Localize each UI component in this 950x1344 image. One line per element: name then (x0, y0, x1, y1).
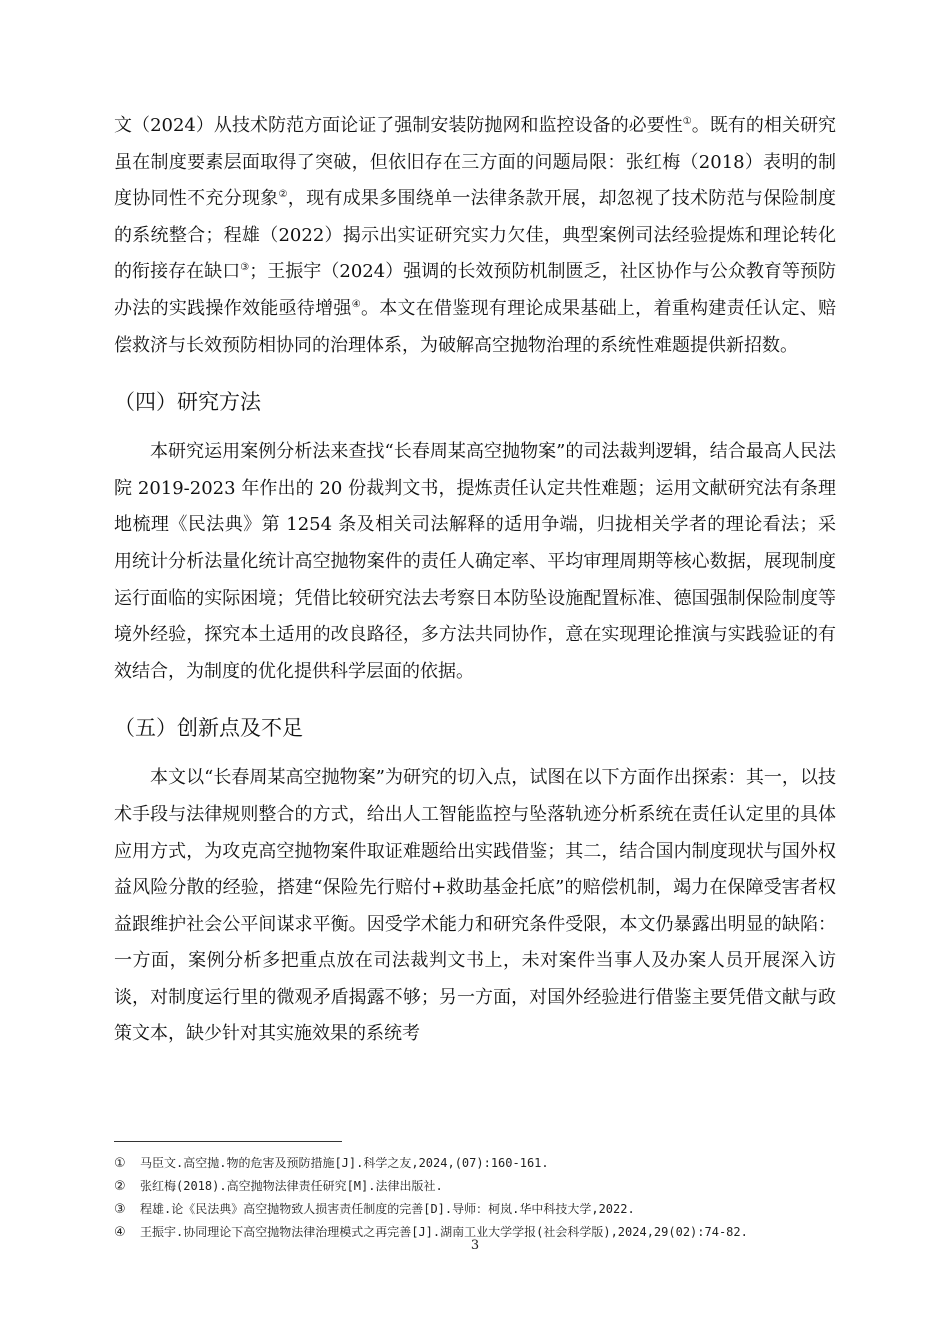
section-heading-research-methods: （四）研究方法 (114, 390, 261, 415)
page-number: 3 (470, 1238, 480, 1253)
text-run: ；王振宇（2024）强调的长效预防机制匮乏，社区协作与公众教育等预防办法的实践操作效能亟待增强 (114, 261, 837, 319)
footnotes (114, 1152, 854, 1244)
footnote-ref-3[interactable]: ③ (240, 262, 250, 274)
body-text (114, 108, 836, 1053)
paragraph-innovations: 本文以“长春周某高空抛物案”为研究的切入点，试图在以下方面作出探索：其一，以技术手段与法律规则整合的方式，给出人工智能监控与坠落轨迹分析系统在责任认定里的具体应用方式，为攻克高空抛物案件取证难题给出实践借鉴；其二，结合国内制度现状与国外权益风险分散的经验，搭建“保险先行赔付+救助基金托底”的赔偿机制，竭力在保障受害者权益跟维护社会公平间谋求平衡。因受学术能力和研究条件受限，本文仍暴露出明显的缺陷：一方面，案例分析多把重点放在司法裁判文书上，未对案件当事人及办案人员开展深入访谈，对制度运行里的微观矛盾揭露不够；另一方面，对国外经验进行借鉴主要凭借文献与政策文本，缺少针对其实施效果的系统考 (114, 767, 836, 1045)
footnote-mark: ④ (114, 1225, 126, 1240)
footnote-item (114, 1152, 854, 1175)
footnote-ref-2[interactable]: ② (278, 189, 288, 201)
paragraph-continuation (114, 108, 836, 364)
footnote-ref-1[interactable]: ① (682, 116, 692, 127)
section-heading-innovations: （五）创新点及不足 (114, 716, 303, 741)
text-run: 。本文在借鉴现有理论成果基础上，着重构建责任认定、赔偿救济与长效预防相协同的治理体系，为破解高空抛物治理的系统性难题提供新招数。 (114, 297, 837, 356)
footnote-separator (114, 1141, 342, 1142)
footnote-ref-4[interactable]: ④ (351, 298, 361, 310)
footnote-mark: ① (114, 1156, 126, 1171)
footnote-text: 王振宇.协同理论下高空抛物法律治理模式之再完善[J].湖南工业大学学报(社会科学版),2024,29(02):74-82. (140, 1225, 748, 1239)
footnote-mark: ③ (114, 1202, 126, 1217)
footnote-text: 马臣文.高空抛.物的危害及预防措施[J].科学之友,2024,(07):160-161. (140, 1156, 549, 1170)
footnote-text: 张红梅(2018).高空抛物法律责任研究[M].法律出版社. (140, 1179, 443, 1193)
footnote-text: 程雄.论《民法典》高空抛物致人损害责任制度的完善[D].导师：柯岚.华中科技大学,2022. (140, 1202, 635, 1216)
footnote-mark: ② (114, 1179, 126, 1194)
text-run: 。既有的相关研究虽在制度要素层面取得了突破，但依旧存在三方面的问题局限：张红梅（2018）表明的制度协同性不充分现象 (114, 115, 837, 210)
text-run: 文（2024）从技术防范方面论证了强制安装防抛网和监控设备的必要性 (114, 115, 683, 136)
text-run: ，现有成果多围绕单一法律条款开展，却忽视了技术防范与保险制度的系统整合；程雄（2022）揭示出实证研究实力欠佳，典型案例司法经验提炼和理论转化的衔接存在缺口 (114, 188, 836, 283)
paragraph-research-methods: 本研究运用案例分析法来查找“长春周某高空抛物案”的司法裁判逻辑，结合最高人民法院 2019-2023 年作出的 20 份裁判文书，提炼责任认定共性难题；运用文献研究法有条理地梳理《民法典》第 1254 条及相关司法解释的适用争端，归拢相关学者的理论看法；采用统计分析法量化统计高空抛物案件的责任人确定率、平均审理周期等核心数据，展现制度运行面临的实际困境；凭借比较研究法去考察日本防坠设施配置标准、德国强制保险制度等境外经验，探究本土适用的改良路径，多方法共同协作，意在实现理论推演与实践验证的有效结合，为制度的优化提供科学层面的依据。 (114, 441, 836, 682)
footnote-item (114, 1198, 854, 1221)
footnote-item (114, 1175, 854, 1198)
